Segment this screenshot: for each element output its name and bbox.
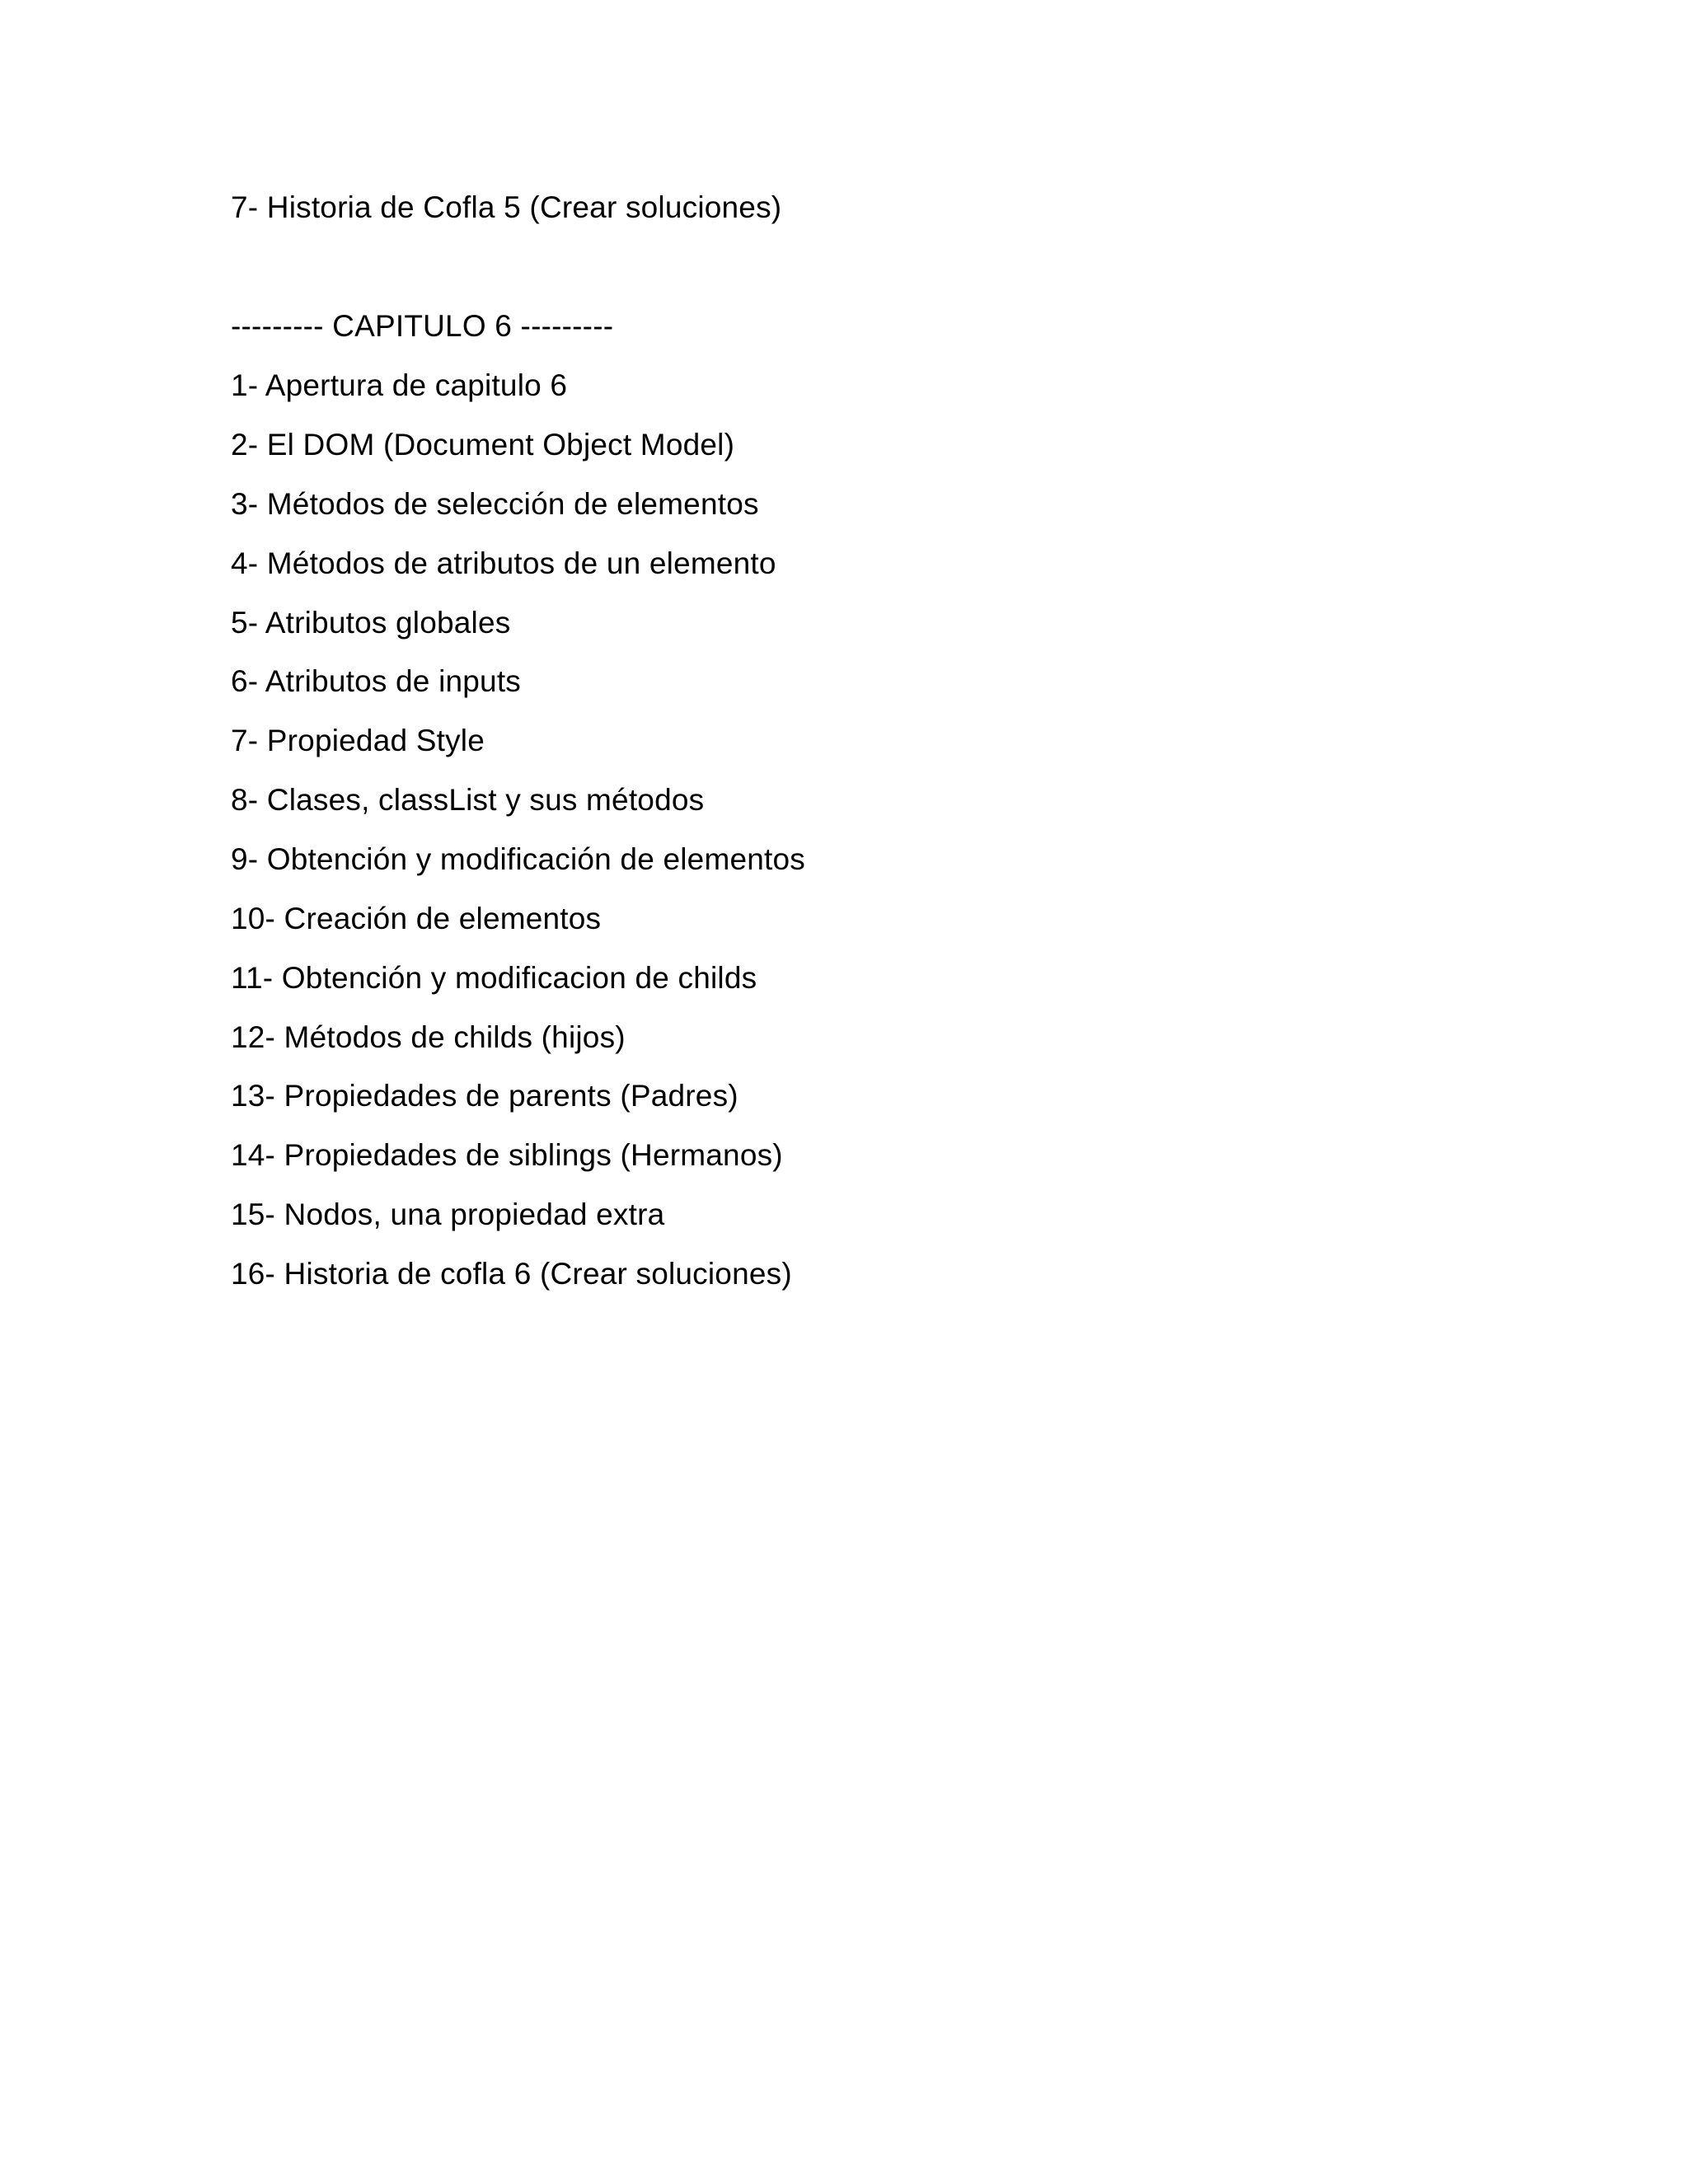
list-item: 12- Métodos de childs (hijos) [231,1020,626,1054]
list-item: 16- Historia de cofla 6 (Crear soluciones) [231,1257,792,1291]
list-item: 6- Atributos de inputs [231,664,521,698]
list-item: 15- Nodos, una propiedad extra [231,1197,665,1231]
list-item: 14- Propiedades de siblings (Hermanos) [231,1138,783,1172]
list-item: 8- Clases, classList y sus métodos [231,783,705,817]
list-item: 7- Propiedad Style [231,724,485,757]
list-item: 5- Atributos globales [231,606,511,640]
list-item: 4- Métodos de atributos de un elemento [231,546,776,580]
list-item: 3- Métodos de selección de elementos [231,487,759,521]
list-item: 9- Obtención y modificación de elementos [231,842,805,876]
list-item: 10- Creación de elementos [231,902,602,935]
list-item: 11- Obtención y modificacion de childs [231,961,757,995]
chapter-heading: --------- CAPITULO 6 --------- [231,309,614,343]
list-item: 2- El DOM (Document Object Model) [231,428,735,462]
previous-chapter-item: 7- Historia de Cofla 5 (Crear soluciones) [231,190,782,224]
list-item: 13- Propiedades de parents (Padres) [231,1079,738,1113]
list-item: 1- Apertura de capitulo 6 [231,368,568,402]
